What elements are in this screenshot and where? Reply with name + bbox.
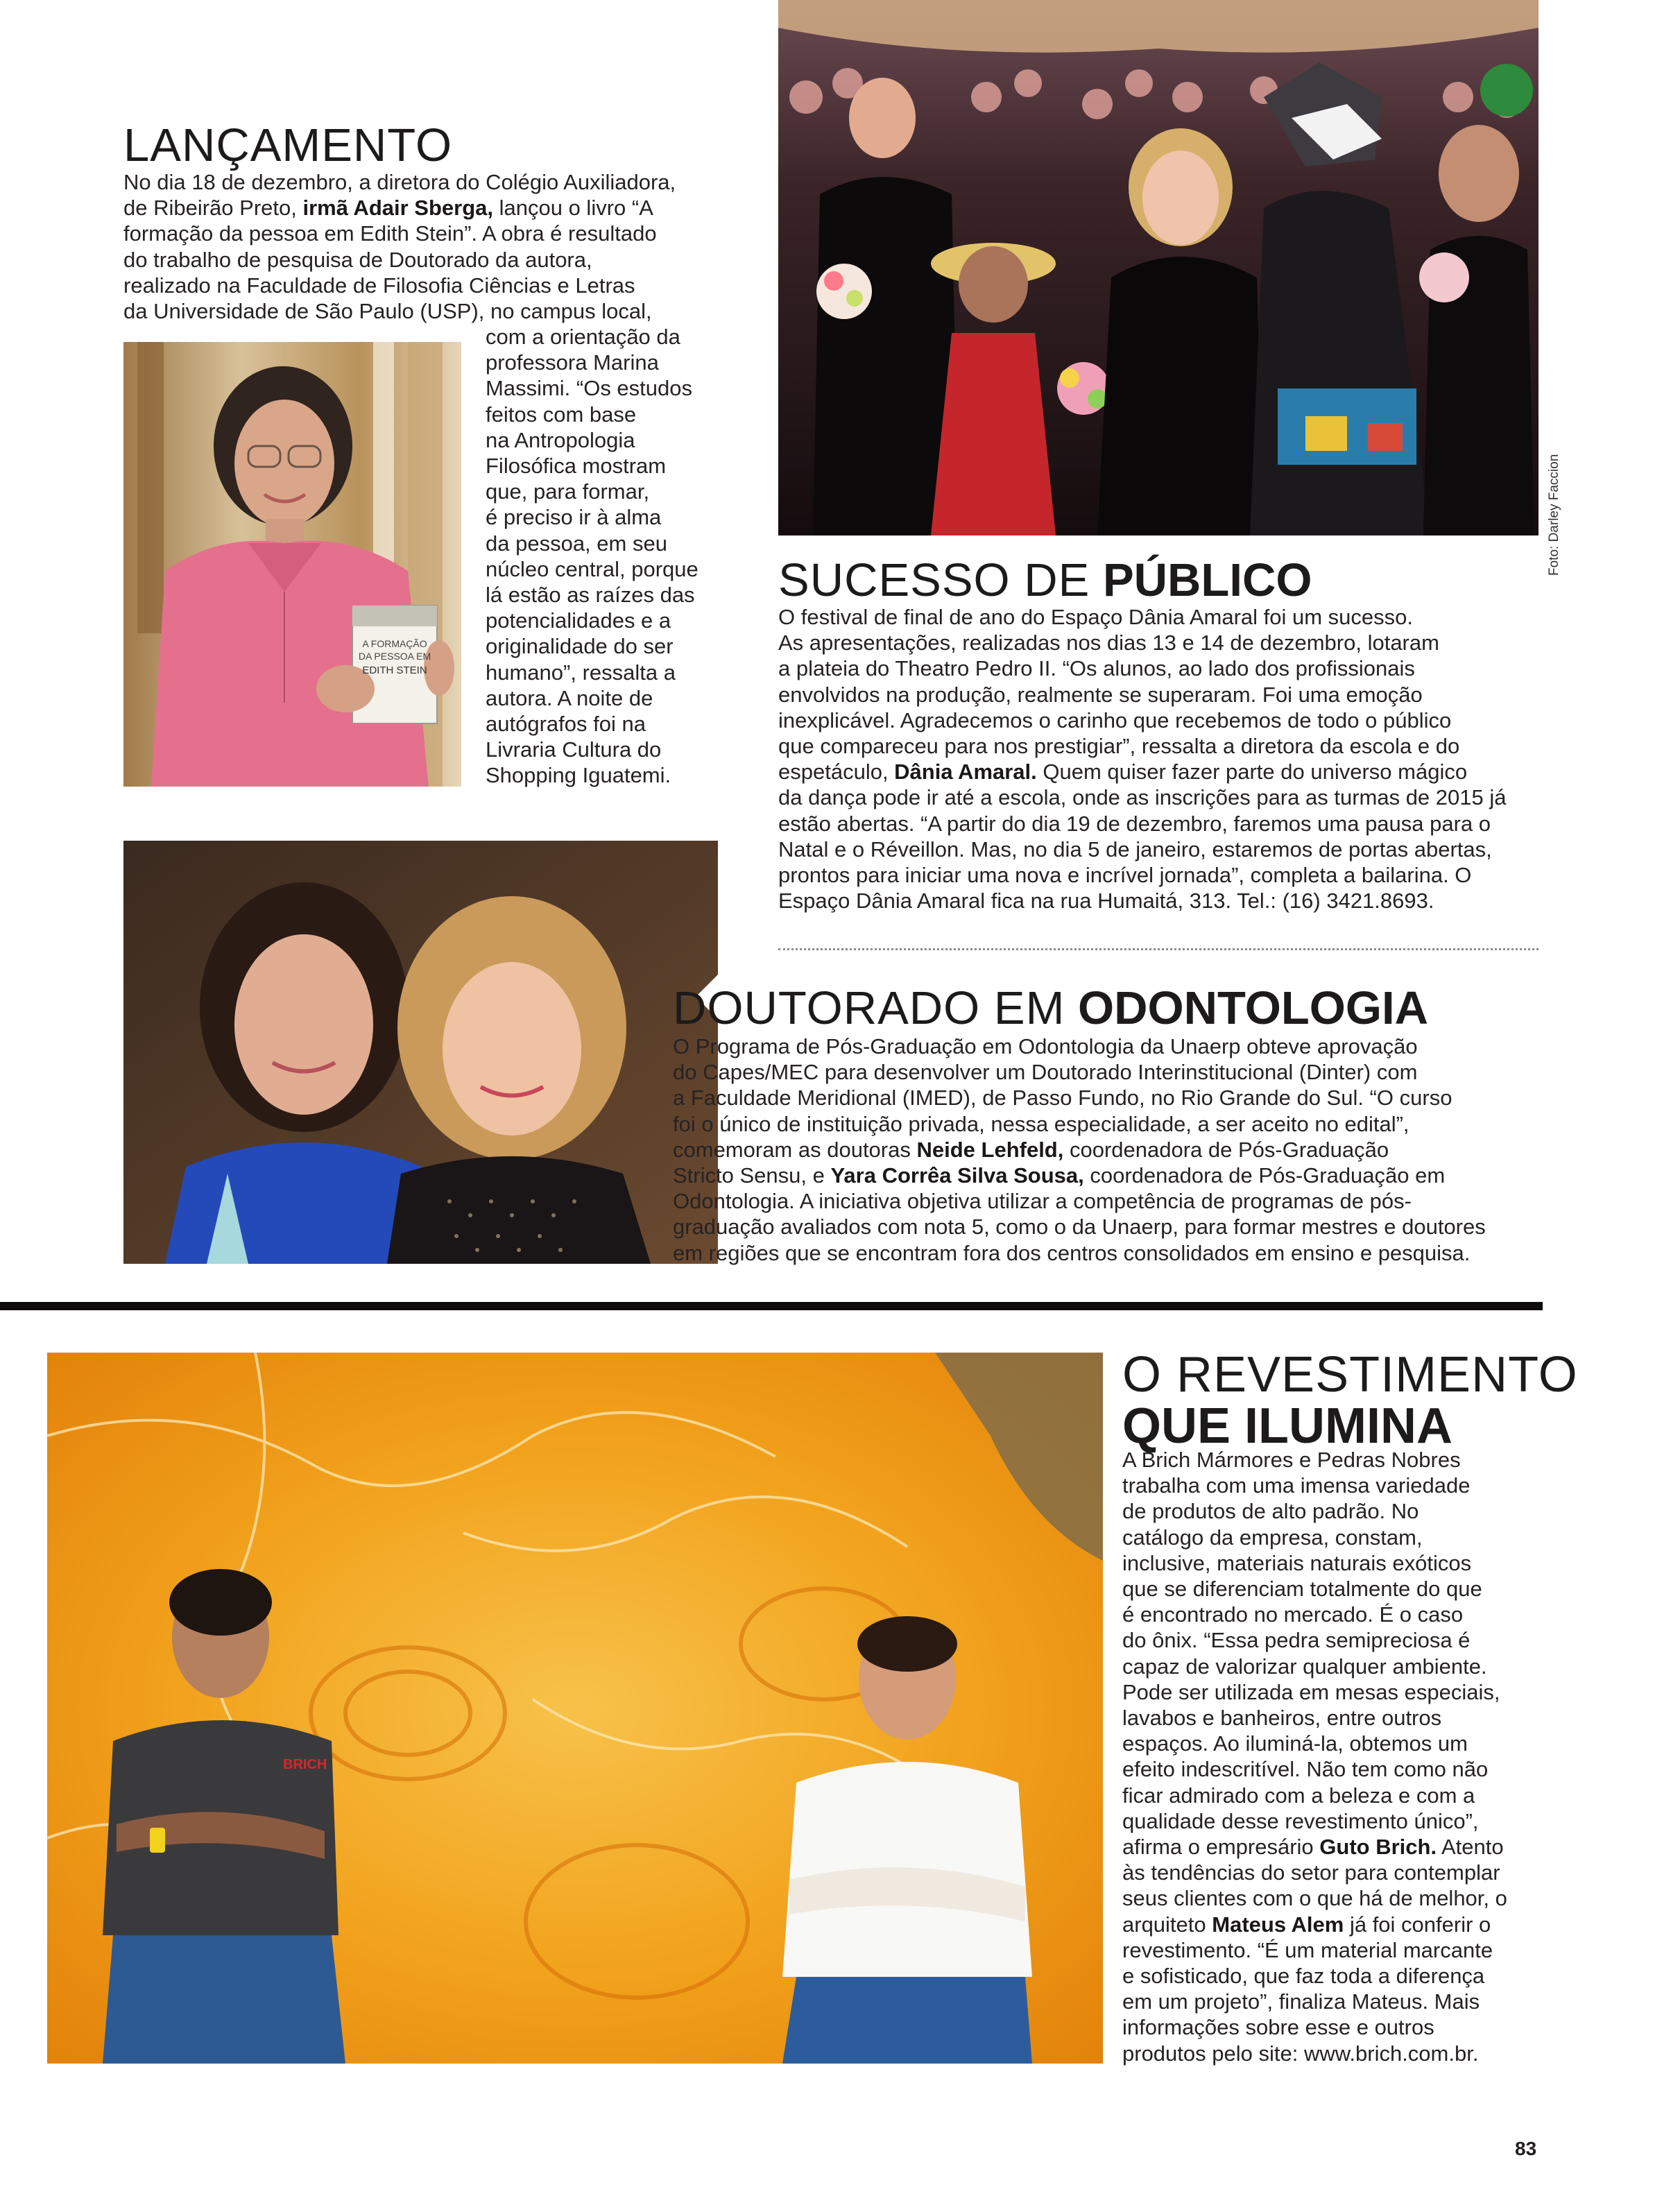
- text-line: realizado na Faculdade de Filosofia Ciências e Letras: [123, 273, 635, 298]
- text-line: potencialidades e a: [486, 608, 671, 633]
- text-line: revestimento. “É um material marcante: [1122, 1937, 1493, 1962]
- text-line: No dia 18 de dezembro, a diretora do Colégio Auxiliadora,: [123, 170, 676, 194]
- text-line: seus clientes com o que há de melhor, o: [1122, 1886, 1507, 1911]
- bold-name: Guto Brich.: [1319, 1835, 1437, 1860]
- shirt-logo: BRICH: [283, 1757, 327, 1772]
- text-line: é preciso ir à alma: [486, 505, 662, 530]
- text-line: autora. A noite de: [486, 685, 653, 710]
- sucesso-heading: SUCESSO DE PÚBLICO: [778, 554, 1312, 606]
- text-line: Espaço Dânia Amaral fica na rua Humaitá, 313. Tel.: (16) 3421.8693.: [778, 889, 1434, 914]
- text-line: autógrafos foi na: [486, 712, 646, 737]
- text-line: formação da pessoa em Edith Stein”. A obra é resultado: [123, 221, 657, 246]
- text-line: Pode ser utilizada em mesas especiais,: [1122, 1679, 1500, 1704]
- text-line: comemoram as doutoras Neide Lehfeld, coordenadora de Pós-Graduação: [673, 1137, 1389, 1162]
- text-line: capaz de valorizar qualquer ambiente.: [1122, 1654, 1487, 1679]
- text-line: da pessoa, em seu: [486, 531, 667, 556]
- text-line: na Antropologia: [486, 427, 635, 452]
- two-doctors-portrait-photo: [123, 841, 718, 1264]
- text-line: originalidade do ser: [486, 634, 674, 659]
- text-line: Shopping Iguatemi.: [486, 763, 671, 788]
- text-line: Livraria Cultura do: [486, 737, 662, 762]
- bold-name: Neide Lehfeld,: [916, 1137, 1064, 1162]
- text-line: Odontologia. A iniciativa objetiva utilizar a competência de programas de pós-: [673, 1189, 1412, 1214]
- lancamento-text: [123, 169, 676, 324]
- text-line: de Ribeirão Preto, irmã Adair Sberga, lançou o livro “A: [123, 196, 653, 221]
- text-line: graduação avaliados com nota 5, como o da Unaerp, para formar mestres e doutores: [673, 1215, 1486, 1240]
- text-line: é encontrado no mercado. É o caso: [1122, 1602, 1464, 1627]
- text-line: O festival de final de ano do Espaço Dânia Amaral foi um sucesso.: [778, 605, 1413, 629]
- text-line: da Universidade de São Paulo (USP), no campus local,: [123, 299, 652, 324]
- text-line: arquiteto Mateus Alem já foi conferir o: [1122, 1912, 1491, 1937]
- text-line: produtos pelo site: www.brich.com.br.: [1122, 2041, 1479, 2066]
- book-cover-line-2: DA PESSOA EM: [358, 651, 431, 662]
- text-line: trabalha com uma imensa variedade: [1122, 1473, 1471, 1498]
- revestimento-heading-bold: QUE ILUMINA: [1122, 1398, 1452, 1454]
- onyx-wall-two-men-photo: [47, 1353, 1103, 2064]
- book-cover-line-1: A FORMAÇÃO: [362, 638, 427, 649]
- text-line: espaços. Ao iluminá-la, obtemos um: [1122, 1731, 1468, 1756]
- text-line: com a orientação da: [486, 325, 680, 349]
- text-line: Natal e o Réveillon. Mas, no dia 5 de janeiro, estaremos de portas abertas,: [778, 837, 1492, 861]
- text-line: feitos com base: [486, 402, 637, 427]
- text-line: de produtos de alto padrão. No: [1122, 1499, 1419, 1524]
- doutorado-heading: DOUTORADO EM ODONTOLOGIA: [673, 982, 1429, 1034]
- text-line: da dança pode ir até a escola, onde as inscrições para as turmas de 2015 já: [778, 785, 1507, 810]
- text-line: humano”, ressalta a: [486, 660, 676, 685]
- text-line: O Programa de Pós-Graduação em Odontologia da Unaerp obteve aprovação: [673, 1034, 1418, 1058]
- text-line: em um projeto”, finaliza Mateus. Mais: [1122, 1989, 1480, 2014]
- text-line: foi o único de instituição privada, nessa especialidade, a ser aceito no edital”,: [673, 1111, 1409, 1136]
- text-line: informações sobre esse e outros: [1122, 2015, 1434, 2040]
- bold-name: irmã Adair Sberga,: [302, 196, 493, 221]
- doutorado-text: [673, 1034, 1486, 1266]
- text-line: Stricto Sensu, e Yara Corrêa Silva Sousa, coordenadora de Pós-Graduação em: [673, 1163, 1446, 1188]
- text-line: estão abertas. “A partir do dia 19 de dezembro, faremos uma pausa para o: [778, 811, 1491, 836]
- section-divider-dotted: [778, 948, 1538, 950]
- section-divider-thick: [0, 1302, 1543, 1310]
- text-line: lá estão as raízes das: [486, 583, 695, 608]
- text-line: catálogo da empresa, constam,: [1122, 1525, 1423, 1550]
- text-line: Filosófica mostram: [486, 454, 667, 479]
- revestimento-text: [1122, 1447, 1507, 2066]
- text-line: núcleo central, porque: [486, 556, 698, 581]
- page-number: 83: [1515, 2138, 1537, 2159]
- text-line: inclusive, materiais naturais exóticos: [1122, 1550, 1472, 1575]
- text-line: qualidade desse revestimento único”,: [1122, 1808, 1479, 1833]
- text-line: ficar admirado com a beleza e com a: [1122, 1783, 1475, 1808]
- text-line: e sofisticado, que faz toda a diferença: [1122, 1964, 1485, 1989]
- nun-holding-book-photo: [123, 342, 461, 787]
- text-line: inexplicável. Agradecemos o carinho que recebemos de todo o público: [778, 708, 1452, 732]
- text-line: que, para formar,: [486, 479, 650, 504]
- lancamento-side-text: [486, 324, 698, 789]
- text-line: que se diferenciam totalmente do que: [1122, 1577, 1482, 1602]
- text-line: lavabos e banheiros, entre outros: [1122, 1706, 1442, 1731]
- lancamento-heading: LANÇAMENTO: [123, 119, 453, 171]
- bold-name: Yara Corrêa Silva Sousa,: [830, 1163, 1084, 1188]
- sucesso-text: [778, 604, 1507, 914]
- revestimento-heading-light: O REVESTIMENTO: [1122, 1347, 1578, 1403]
- book-cover-line-3: EDITH STEIN: [362, 665, 427, 676]
- text-line: a plateia do Theatro Pedro II. “Os alunos, ao lado dos profissionais: [778, 656, 1415, 681]
- photo-credit: Foto: Darley Faccion: [1547, 454, 1561, 576]
- text-line: do Capes/MEC para desenvolver um Doutorado Interinstitucional (Dinter) com: [673, 1060, 1418, 1085]
- text-line: do trabalho de pesquisa de Doutorado da autora,: [123, 247, 592, 272]
- text-line: envolvidos na produção, realmente se superaram. Foi uma emoção: [778, 682, 1423, 707]
- text-line: do ônix. “Essa pedra semipreciosa é: [1122, 1628, 1471, 1653]
- text-line: às tendências do setor para contemplar: [1122, 1860, 1500, 1885]
- text-line: espetáculo, Dânia Amaral. Quem quiser fazer parte do universo mágico: [778, 760, 1468, 785]
- text-line: A Brich Mármores e Pedras Nobres: [1122, 1448, 1461, 1472]
- text-line: Massimi. “Os estudos: [486, 376, 693, 401]
- text-line: em regiões que se encontram fora dos centros consolidados em ensino e pesquisa.: [673, 1240, 1471, 1265]
- bold-name: Mateus Alem: [1212, 1912, 1344, 1937]
- text-line: afirma o empresário Guto Brich. Atento: [1122, 1835, 1504, 1860]
- bold-name: Dânia Amaral.: [894, 760, 1037, 785]
- text-line: a Faculdade Meridional (IMED), de Passo Fundo, no Rio Grande do Sul. “O curso: [673, 1086, 1452, 1111]
- text-line: que compareceu para nos prestigiar”, ressalta a diretora da escola e do: [778, 734, 1460, 759]
- text-line: professora Marina: [486, 350, 659, 375]
- dance-festival-stage-photo: [778, 0, 1538, 535]
- text-line: As apresentações, realizadas nos dias 13 e 14 de dezembro, lotaram: [778, 631, 1439, 655]
- text-line: efeito indescritível. Não tem como não: [1122, 1757, 1489, 1782]
- text-line: prontos para iniciar uma nova e incrível jornada”, completa a bailarina. O: [778, 863, 1472, 888]
